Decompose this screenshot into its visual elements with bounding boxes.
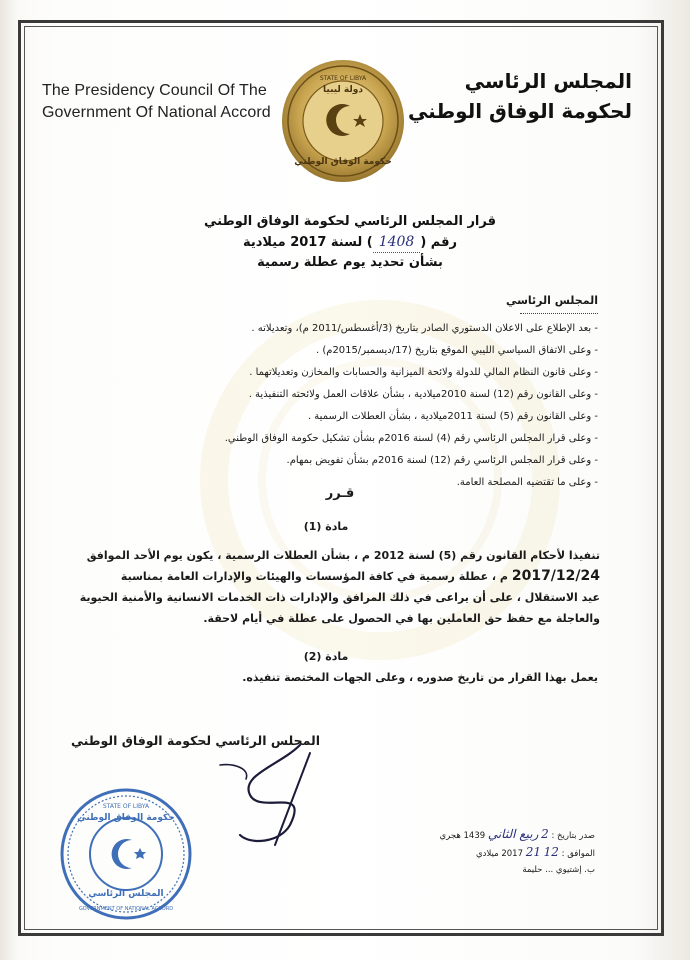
english-letterhead xyxy=(42,80,282,124)
seal-top-text: STATE OF LIBYA xyxy=(102,803,150,810)
english-title-line-1: The Presidency Council Of The xyxy=(42,82,267,99)
seal-arabic-top: حكومة الوفاق الوطني xyxy=(77,813,175,823)
recital-item: - وعلى الاتفاق السياسي الليبي الموقع بتاريخ (17/ديسمبر/2015م) . xyxy=(315,345,598,356)
article-1-line-2-rest: م ، عطلة رسمية في كافة المؤسسات والهيئات والإدارات العامة بمناسبة xyxy=(120,570,508,583)
issue-place-row: ب. إشتيوي ... حليمة xyxy=(522,865,595,875)
decision-title: قرار المجلس الرئاسي لحكومة الوفاق الوطني xyxy=(204,214,496,229)
official-seal-icon xyxy=(58,786,194,922)
article-1-line-2 xyxy=(80,566,600,587)
gregorian-year: 2017 ميلادي xyxy=(476,849,523,859)
article-2-title: مادة (2) xyxy=(303,650,349,663)
recital-item: - وعلى القانون رقم (12) لسنة 2010ميلادية ، بشأن علاقات العمل ولائحته التنفيذية . xyxy=(248,389,598,400)
emblem-top-text: STATE OF LIBYA xyxy=(319,75,367,82)
seal-arabic-bottom: المجلس الرئاسي xyxy=(88,889,164,899)
arabic-letterhead xyxy=(407,66,632,126)
article-1-line-4: والعاجلة مع حفظ حق العاملين بها في الحصول على عطلة في أيام لاحقة. xyxy=(203,612,600,625)
gregorian-month: 21 xyxy=(525,845,541,859)
recital-item: - وعلى ما تقتضيه المصلحة العامة. xyxy=(456,477,598,488)
article-1-line-1: تنفيذا لأحكام القانون رقم (5) لسنة 2012 م ، بشأن العطلات الرسمية ، يكون يوم الأحد الموافق xyxy=(86,549,600,562)
arabic-title-line-1: المجلس الرئاسي xyxy=(464,69,632,93)
hijri-day: 2 xyxy=(541,827,549,841)
corresponding-label: الموافق : xyxy=(561,849,595,859)
recital-item: - بعد الإطلاع على الاعلان الدستوري الصادر بتاريخ (3/أغسطس/2011 م)، وتعديلاته . xyxy=(251,323,598,334)
gregorian-day: 12 xyxy=(543,845,559,859)
decided-heading: قـرر xyxy=(325,486,355,501)
signatory-label: المجلس الرئاسي لحكومة الوفاق الوطني xyxy=(71,733,320,748)
council-label: المجلس الرئاسي xyxy=(505,294,598,307)
article-2-body: يعمل بهذا القرار من تاريخ صدوره ، وعلى الجهات المختصة تنفيذه. xyxy=(242,671,598,684)
recital-item: - وعلى قرار المجلس الرئاسي رقم (12) لسنة 2016م بشأن تفويض بمهام. xyxy=(286,455,598,466)
decision-subject: بشأن تحديد يوم عطلة رسمية xyxy=(257,255,443,270)
council-label-underline xyxy=(520,313,598,314)
seal-bottom-text: GOVERNMENT OF NATIONAL ACCORD xyxy=(78,906,174,912)
decision-number-handwritten: 1408 xyxy=(373,232,421,253)
recitals-list xyxy=(158,318,598,494)
recital-item: - وعلى قانون النظام المالي للدولة ولائحة الميزانية والحسابات والمخازن وتعديلاتهما . xyxy=(249,367,598,378)
handwritten-signature-icon xyxy=(180,735,360,855)
decision-heading xyxy=(160,212,540,273)
emblem-arabic-bottom: حكومة الوفاق الوطني xyxy=(294,157,392,167)
article-1-line-3: عيد الاستقلال ، على أن يراعى في ذلك المرافق والإدارات ذات الخدمات الانسانية والأمنية الحيوية xyxy=(79,591,600,604)
recital-item: - وعلى القانون رقم (5) لسنة 2011ميلادية ، بشأن العطلات الرسمية . xyxy=(307,411,598,422)
holiday-date: 2017/12/24 xyxy=(511,568,600,584)
emblem-arabic-top: دولة ليبيا xyxy=(323,85,363,95)
english-title-line-2: Government Of National Accord xyxy=(42,104,271,121)
issue-hijri-row xyxy=(385,826,595,844)
decision-number-line xyxy=(160,232,540,253)
decision-number-suffix: ) لسنة 2017 ميلادية xyxy=(243,235,373,250)
issued-label: صدر بتاريخ : xyxy=(551,831,595,841)
recital-item: - وعلى قرار المجلس الرئاسي رقم (4) لسنة 2016م بشأن تشكيل حكومة الوفاق الوطني. xyxy=(224,433,598,444)
hijri-month: ربيع الثاني xyxy=(487,827,539,841)
arabic-title-line-2: لحكومة الوفاق الوطني xyxy=(407,99,632,123)
article-1-title: مادة (1) xyxy=(303,520,349,533)
article-1-body xyxy=(80,545,600,629)
gold-emblem-icon xyxy=(280,58,406,184)
hijri-year: 1439 هجري xyxy=(439,831,486,841)
decision-number-prefix: رقم ( xyxy=(420,235,457,250)
issue-gregorian-row xyxy=(385,844,595,862)
issue-date-block xyxy=(385,826,595,878)
